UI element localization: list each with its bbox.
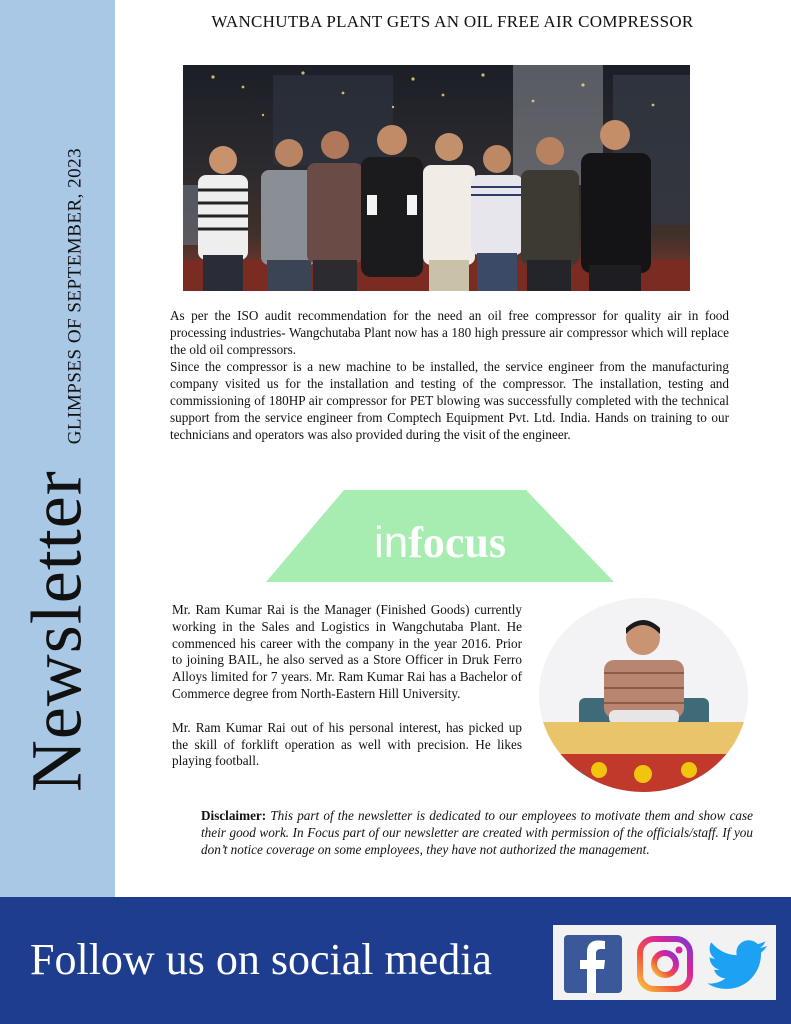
social-icons [553,925,776,1000]
instagram-icon[interactable] [636,935,694,993]
sidebar-brand [0,0,115,897]
article-body [170,307,729,443]
profile-paragraph: Mr. Ram Kumar Rai is the Manager (Finished Goods) currently working in the Sales and Logistics in Wangchutaba Plant. He commenced his career with the company in the year 2016. Prior to joining BAIL, he also served as a Store Officer in Druk Ferro Alloys limited for 7 years. Mr. Ram Kumar Rai has a Bachelor of Commerce degree from North-Eastern Hill University. [172,602,522,701]
disclaimer-text: This part of the newsletter is dedicated to our employees to motivate them and show case their good work. In Focus part of our newsletter are created with permission of the officials/staff. If you don’t notice coverage on some employees, they have not authorized the management. [201,808,754,857]
article-paragraph: As per the ISO audit recommendation for the need an oil free compressor for quality air in food processing industries- Wangchutaba Plant now has a 180 high pressure air compressor which will replace the old oil compressors. [170,308,729,357]
issue-date: GLIMPSES OF SEPTEMBER, 2023 [64,147,86,445]
disclaimer [201,807,753,858]
profile-paragraph: Mr. Ram Kumar Rai out of his personal interest, has picked up the skill of forklift operation as well with precision. He likes playing football. [172,719,522,769]
infocus-bold: focus [408,518,507,567]
infocus-banner [266,490,614,582]
disclaimer-label: Disclaimer: [201,808,267,823]
infocus-light: in [373,518,409,567]
facebook-icon[interactable] [564,935,622,993]
article-title: WANCHUTBA PLANT GETS AN OIL FREE AIR COMPRESSOR [211,12,694,31]
article-paragraph: Since the compressor is a new machine to be installed, the service engineer from the manufacturing company visited us for the installation and testing of the compressor. The installation, testing and commissioning of 180HP air compressor for PET blowing was successfully completed with the technical support from the service engineer from Comptech Equipment Pvt. Ltd. India. Hands on training to our technicians and operators was also provided during the visit of the engineer. [170,359,729,442]
twitter-icon[interactable] [707,935,769,993]
svg-text:infocus [374,518,506,567]
footer-text: Follow us on social media [30,935,492,984]
newsletter-title: Newsletter [16,470,97,793]
profile-photo [539,598,748,792]
profile-text [172,602,522,787]
group-photo [183,65,690,291]
